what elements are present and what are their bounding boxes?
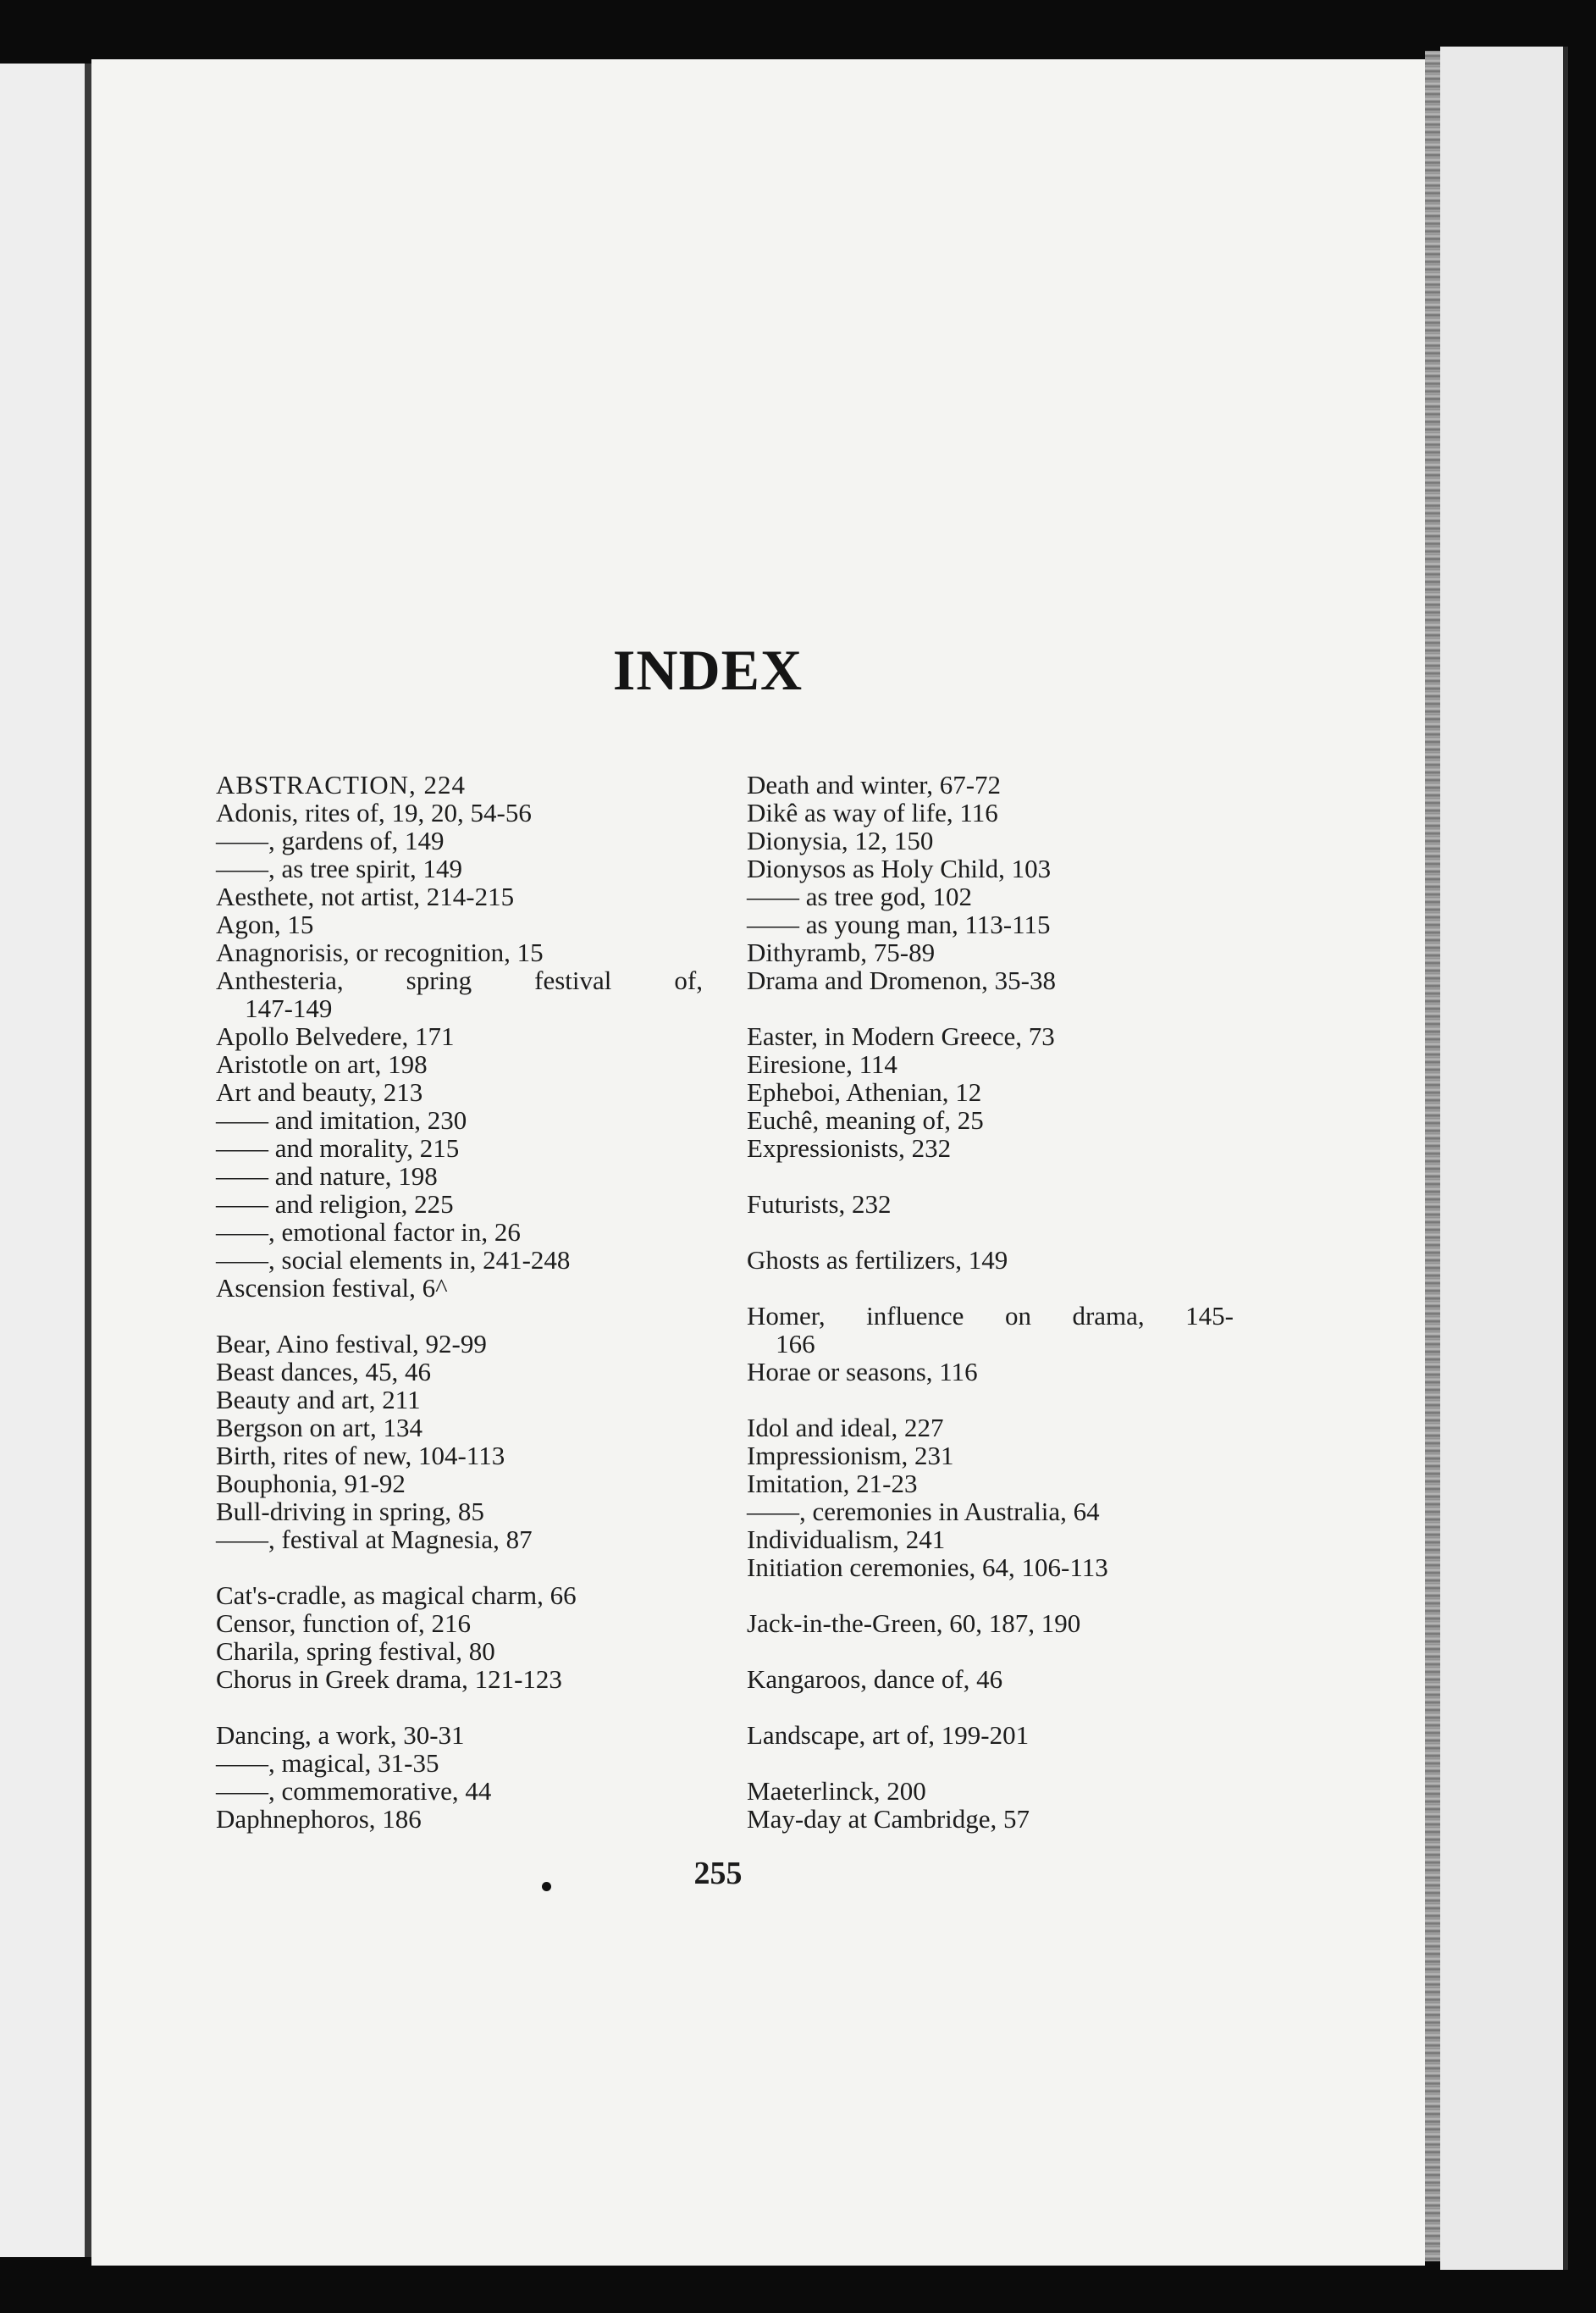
index-entry: —— and morality, 215 [216, 1133, 460, 1163]
index-entry: Anthesteria, spring festival of, [216, 966, 703, 995]
index-entry: Bergson on art, 134 [216, 1413, 422, 1442]
index-entry: Agon, 15 [216, 910, 314, 939]
entry-gap [747, 1218, 1234, 1246]
index-entry: —— as young man, 113-115 [747, 910, 1051, 939]
index-entry: Maeterlinck, 200 [747, 1776, 926, 1806]
index-entry: Art and beauty, 213 [216, 1077, 423, 1107]
backing-sheet [1440, 47, 1568, 2270]
index-entry: Expressionists, 232 [747, 1133, 952, 1163]
index-entry: Euchê, meaning of, 25 [747, 1105, 984, 1135]
index-column-right [747, 771, 1234, 1833]
index-entry: ——, gardens of, 149 [216, 826, 445, 855]
page-stack-edge [1425, 51, 1440, 2261]
index-entry: Apollo Belvedere, 171 [216, 1021, 455, 1051]
index-entry: Dikê as way of life, 116 [747, 798, 998, 827]
entry-gap [747, 1581, 1234, 1609]
index-entry: Charila, spring festival, 80 [216, 1636, 495, 1666]
index-entry: Cat's-cradle, as magical charm, 66 [216, 1580, 577, 1610]
index-entry: Landscape, art of, 199-201 [747, 1720, 1030, 1750]
index-entry: Dionysia, 12, 150 [747, 826, 934, 855]
index-entry: Daphnephoros, 186 [216, 1804, 422, 1834]
index-entry: Initiation ceremonies, 64, 106-113 [747, 1552, 1108, 1582]
index-entry: Beast dances, 45, 46 [216, 1357, 431, 1386]
index-entry: Dithyramb, 75-89 [747, 938, 936, 967]
index-entry: Impressionism, 231 [747, 1441, 954, 1470]
index-entry: Horae or seasons, 116 [747, 1357, 978, 1386]
entry-gap [747, 994, 1234, 1022]
index-entry: Death and winter, 67-72 [747, 770, 1002, 800]
index-entry: 166 [776, 1329, 815, 1358]
index-entry: ——, social elements in, 241-248 [216, 1245, 571, 1275]
index-entry: Idol and ideal, 227 [747, 1413, 944, 1442]
index-entry: ABSTRACTION, 224 [216, 770, 467, 800]
index-entry: Beauty and art, 211 [216, 1385, 421, 1414]
page-title: INDEX [612, 638, 804, 702]
index-entry: —— and religion, 225 [216, 1189, 454, 1219]
index-entry: Futurists, 232 [747, 1189, 892, 1219]
index-entry: ——, emotional factor in, 26 [216, 1217, 521, 1247]
index-entry: —— as tree god, 102 [747, 882, 973, 911]
index-entry: ——, commemorative, 44 [216, 1776, 492, 1806]
entry-gap [747, 1693, 1234, 1721]
index-entry: Homer, influence on drama, 145- [747, 1301, 1234, 1331]
index-entry: Easter, in Modern Greece, 73 [747, 1021, 1055, 1051]
index-entry: Jack-in-the-Green, 60, 187, 190 [747, 1608, 1081, 1638]
index-entry: Dancing, a work, 30-31 [216, 1720, 465, 1750]
entry-gap [216, 1693, 703, 1721]
index-entry: Individualism, 241 [747, 1524, 946, 1554]
index-entry: Dionysos as Holy Child, 103 [747, 854, 1052, 883]
index-entry: Bull-driving in spring, 85 [216, 1497, 484, 1526]
index-entry: —— and nature, 198 [216, 1161, 438, 1191]
index-entry: Bear, Aino festival, 92-99 [216, 1329, 487, 1358]
index-entry: Bouphonia, 91-92 [216, 1469, 406, 1498]
index-entry: Epheboi, Athenian, 12 [747, 1077, 982, 1107]
index-entry: May-day at Cambridge, 57 [747, 1804, 1030, 1834]
index-entry: Imitation, 21-23 [747, 1469, 918, 1498]
index-entry: Chorus in Greek drama, 121-123 [216, 1664, 562, 1694]
entry-gap [216, 1302, 703, 1330]
page-number: 255 [693, 1856, 743, 1891]
entry-gap [747, 1749, 1234, 1777]
index-entry: Drama and Dromenon, 35-38 [747, 966, 1057, 995]
index-entry: Ascension festival, 6^ [216, 1273, 448, 1303]
index-entry: Kangaroos, dance of, 46 [747, 1664, 1003, 1694]
index-column-left [216, 771, 703, 1833]
index-entry: —— and imitation, 230 [216, 1105, 467, 1135]
entry-gap [747, 1274, 1234, 1302]
index-entry: Eiresione, 114 [747, 1049, 897, 1079]
index-entry: Adonis, rites of, 19, 20, 54-56 [216, 798, 532, 827]
index-entry: ——, festival at Magnesia, 87 [216, 1524, 533, 1554]
entry-gap [216, 1553, 703, 1581]
index-entry: Censor, function of, 216 [216, 1608, 471, 1638]
index-entry: Anagnorisis, or recognition, 15 [216, 938, 544, 967]
index-entry: Aesthete, not artist, 214-215 [216, 882, 515, 911]
index-entry: Aristotle on art, 198 [216, 1049, 428, 1079]
index-entry: Birth, rites of new, 104-113 [216, 1441, 505, 1470]
entry-gap [747, 1386, 1234, 1414]
index-entry: Ghosts as fertilizers, 149 [747, 1245, 1008, 1275]
index-entry: ——, ceremonies in Australia, 64 [747, 1497, 1100, 1526]
index-entry: ——, magical, 31-35 [216, 1748, 439, 1778]
entry-gap [747, 1637, 1234, 1665]
facing-page-edge [0, 64, 91, 2257]
entry-gap [747, 1162, 1234, 1190]
index-entry: ——, as tree spirit, 149 [216, 854, 463, 883]
index-entry: 147-149 [245, 993, 333, 1023]
